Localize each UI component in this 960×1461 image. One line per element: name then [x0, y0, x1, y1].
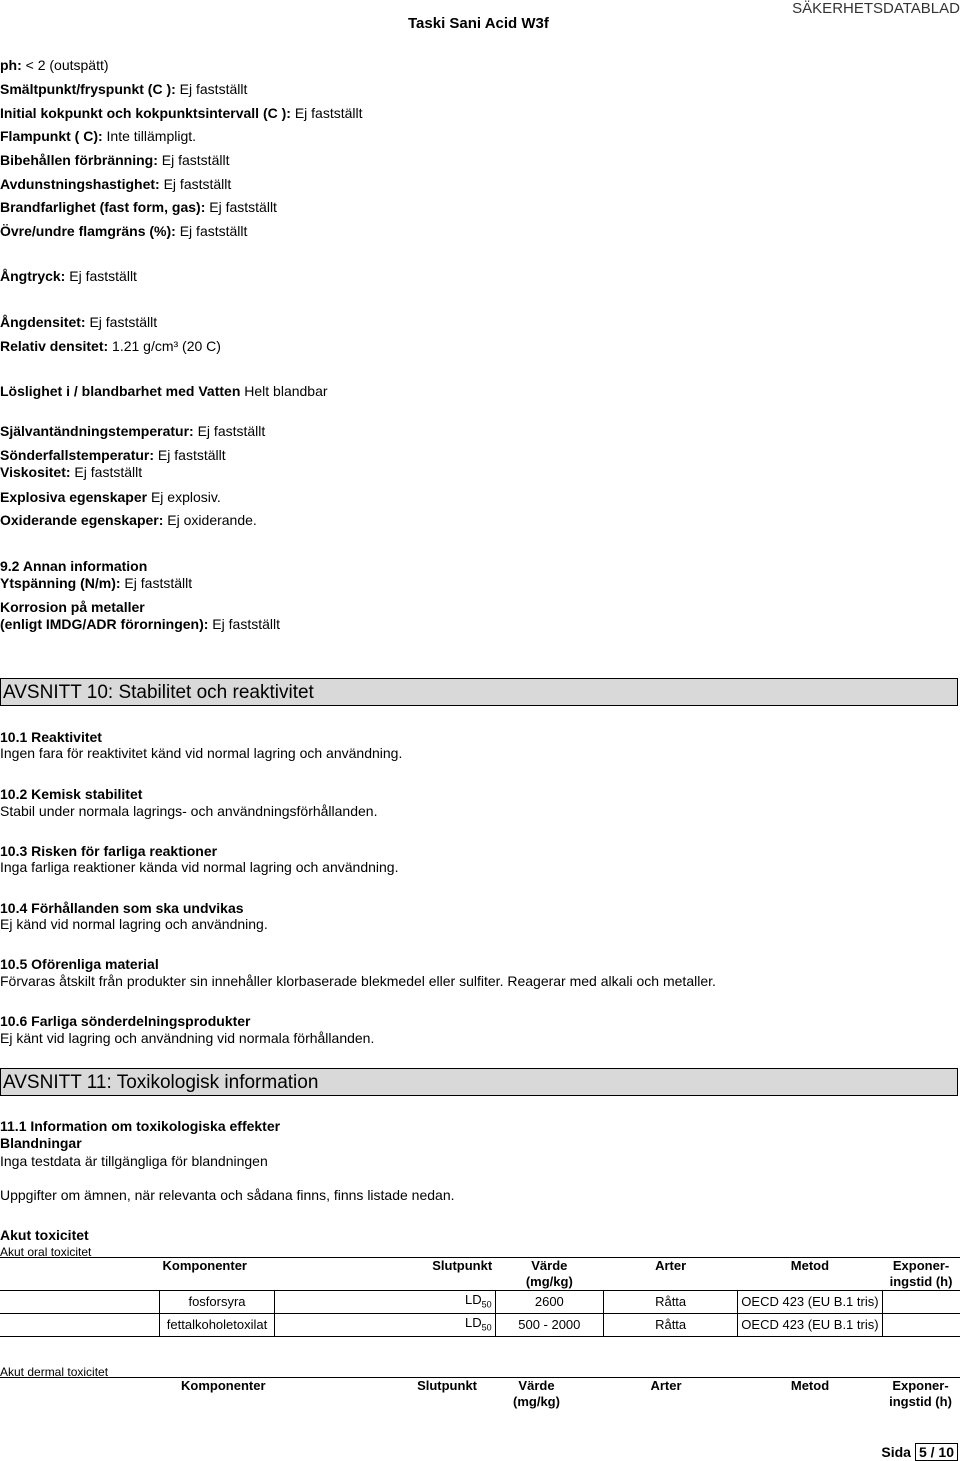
prop-vapour-density: Ångdensitet: Ej fastställt: [0, 314, 158, 330]
section-10-1-heading: 10.1 Reaktivitet: [0, 729, 102, 745]
col-endpoint: Slutpunkt: [294, 1378, 480, 1411]
prop-decomposition: Sönderfallstemperatur: Ej fastställt: [0, 447, 226, 463]
cell-component: fettalkoholetoxilat: [159, 1314, 274, 1337]
cell-value: 2600: [495, 1291, 603, 1314]
section-10-1-text: Ingen fara för reaktivitet känd vid normal lagring och användning.: [0, 745, 403, 761]
dermal-toxicity-label: Akut dermal toxicitet: [0, 1365, 109, 1379]
prop-sustained-combustion: Bibehållen förbränning: Ej fastställt: [0, 152, 230, 168]
other-info-heading: 9.2 Annan information: [0, 558, 148, 574]
cell-species: Råtta: [603, 1314, 737, 1337]
prop-flammable-limits: Övre/undre flamgräns (%): Ej fastställt: [0, 223, 248, 239]
section-10-4-heading: 10.4 Förhållanden som ska undvikas: [0, 900, 244, 916]
mixtures-text: Inga testdata är tillgängliga för blandningen: [0, 1153, 268, 1169]
prop-autoignition: Självantändningstemperatur: Ej fastställt: [0, 423, 266, 439]
prop-relative-density: Relativ densitet: 1.21 g/cm³ (20 C): [0, 338, 221, 354]
col-component: Komponenter: [159, 1258, 274, 1291]
prop-evaporation-rate: Avdunstningshastighet: Ej fastställt: [0, 176, 232, 192]
section-11-1-heading: 11.1 Information om toxikologiska effekter: [0, 1118, 281, 1134]
section-10-5-text: Förvaras åtskilt från produkter sin innehåller klorbaserade blekmedel eller sulfiter. Reagerar med alkali och metaller.: [0, 973, 716, 989]
col-method: Metod: [739, 1378, 881, 1411]
section-10-5-heading: 10.5 Oförenliga material: [0, 956, 159, 972]
section-10-2-heading: 10.2 Kemisk stabilitet: [0, 786, 143, 802]
section-10-header: AVSNITT 10: Stabilitet och reaktivitet: [0, 678, 958, 706]
page-label: Sida: [881, 1444, 911, 1460]
section-10-6-heading: 10.6 Farliga sönderdelningsprodukter: [0, 1013, 251, 1029]
col-species: Arter: [603, 1258, 737, 1291]
col-exposure: Exponer- ingstid (h): [882, 1258, 960, 1291]
cell-method: OECD 423 (EU B.1 tris): [738, 1291, 882, 1314]
section-11-header: AVSNITT 11: Toxikologisk information: [0, 1068, 958, 1096]
col-component: Komponenter: [178, 1378, 294, 1411]
col-species: Arter: [593, 1378, 739, 1411]
acute-toxicity-heading: Akut toxicitet: [0, 1227, 89, 1243]
prop-ph: ph: < 2 (outspätt): [0, 57, 109, 73]
prop-vapour-pressure: Ångtryck: Ej fastställt: [0, 268, 137, 284]
section-10-3-text: Inga farliga reaktioner kända vid normal lagring och användning.: [0, 859, 399, 875]
cell-value: 500 - 2000: [495, 1314, 603, 1337]
col-endpoint: Slutpunkt: [275, 1258, 496, 1291]
col-value: Värde (mg/kg): [495, 1258, 603, 1291]
prop-flammability: Brandfarlighet (fast form, gas): Ej fastställt: [0, 199, 277, 215]
surface-tension: Ytspänning (N/m): Ej fastställt: [0, 575, 193, 591]
oral-toxicity-table: [0, 1257, 960, 1337]
col-value: Värde (mg/kg): [480, 1378, 593, 1411]
dermal-toxicity-table: [0, 1377, 960, 1410]
cell-endpoint: $LD_{50}$: [275, 1314, 496, 1337]
prop-flash-point: Flampunkt ( C): Inte tillämpligt.: [0, 128, 197, 144]
prop-boiling-point: Initial kokpunkt och kokpunktsintervall (C ): Ej fastställt: [0, 105, 363, 121]
corrosion-value: (enligt IMDG/ADR förorningen): Ej fastställt: [0, 616, 281, 632]
section-10-6-text: Ej känt vid lagring och användning vid normala förhållanden.: [0, 1030, 375, 1046]
prop-melting-point: Smältpunkt/fryspunkt (C ): Ej fastställt: [0, 81, 248, 97]
prop-solubility: Löslighet i / blandbarhet med Vatten Helt blandbar: [0, 383, 328, 399]
table-row: [0, 1314, 960, 1337]
mixtures-label: Blandningar: [0, 1135, 82, 1151]
prop-explosive: Explosiva egenskaper Ej explosiv.: [0, 489, 221, 505]
cell-exposure: [882, 1314, 960, 1337]
page-number: [881, 1444, 958, 1460]
oral-toxicity-label: Akut oral toxicitet: [0, 1245, 92, 1259]
substances-text: Uppgifter om ämnen, när relevanta och sådana finns, finns listade nedan.: [0, 1187, 455, 1203]
document-type-label: SÄKERHETSDATABLAD: [792, 0, 960, 17]
section-10-4-text: Ej känd vid normal lagring och användning.: [0, 916, 268, 932]
cell-method: OECD 423 (EU B.1 tris): [738, 1314, 882, 1337]
col-exposure: Exponer- ingstid (h): [881, 1378, 960, 1411]
section-10-3-heading: 10.3 Risken för farliga reaktioner: [0, 843, 218, 859]
table-header-row: [0, 1378, 960, 1411]
cell-endpoint: $LD_{50}$: [275, 1291, 496, 1314]
document-product-title: Taski Sani Acid W3f: [408, 15, 549, 32]
table-header-row: [0, 1258, 960, 1291]
cell-component: fosforsyra: [159, 1291, 274, 1314]
prop-viscosity: Viskositet: Ej fastställt: [0, 464, 143, 480]
col-method: Metod: [738, 1258, 882, 1291]
prop-oxidising: Oxiderande egenskaper: Ej oxiderande.: [0, 512, 257, 528]
section-10-2-text: Stabil under normala lagrings- och användningsförhållanden.: [0, 803, 378, 819]
table-row: [0, 1291, 960, 1314]
cell-exposure: [882, 1291, 960, 1314]
corrosion-label: Korrosion på metaller: [0, 599, 145, 615]
cell-species: Råtta: [603, 1291, 737, 1314]
page-value: 5 / 10: [915, 1443, 958, 1461]
